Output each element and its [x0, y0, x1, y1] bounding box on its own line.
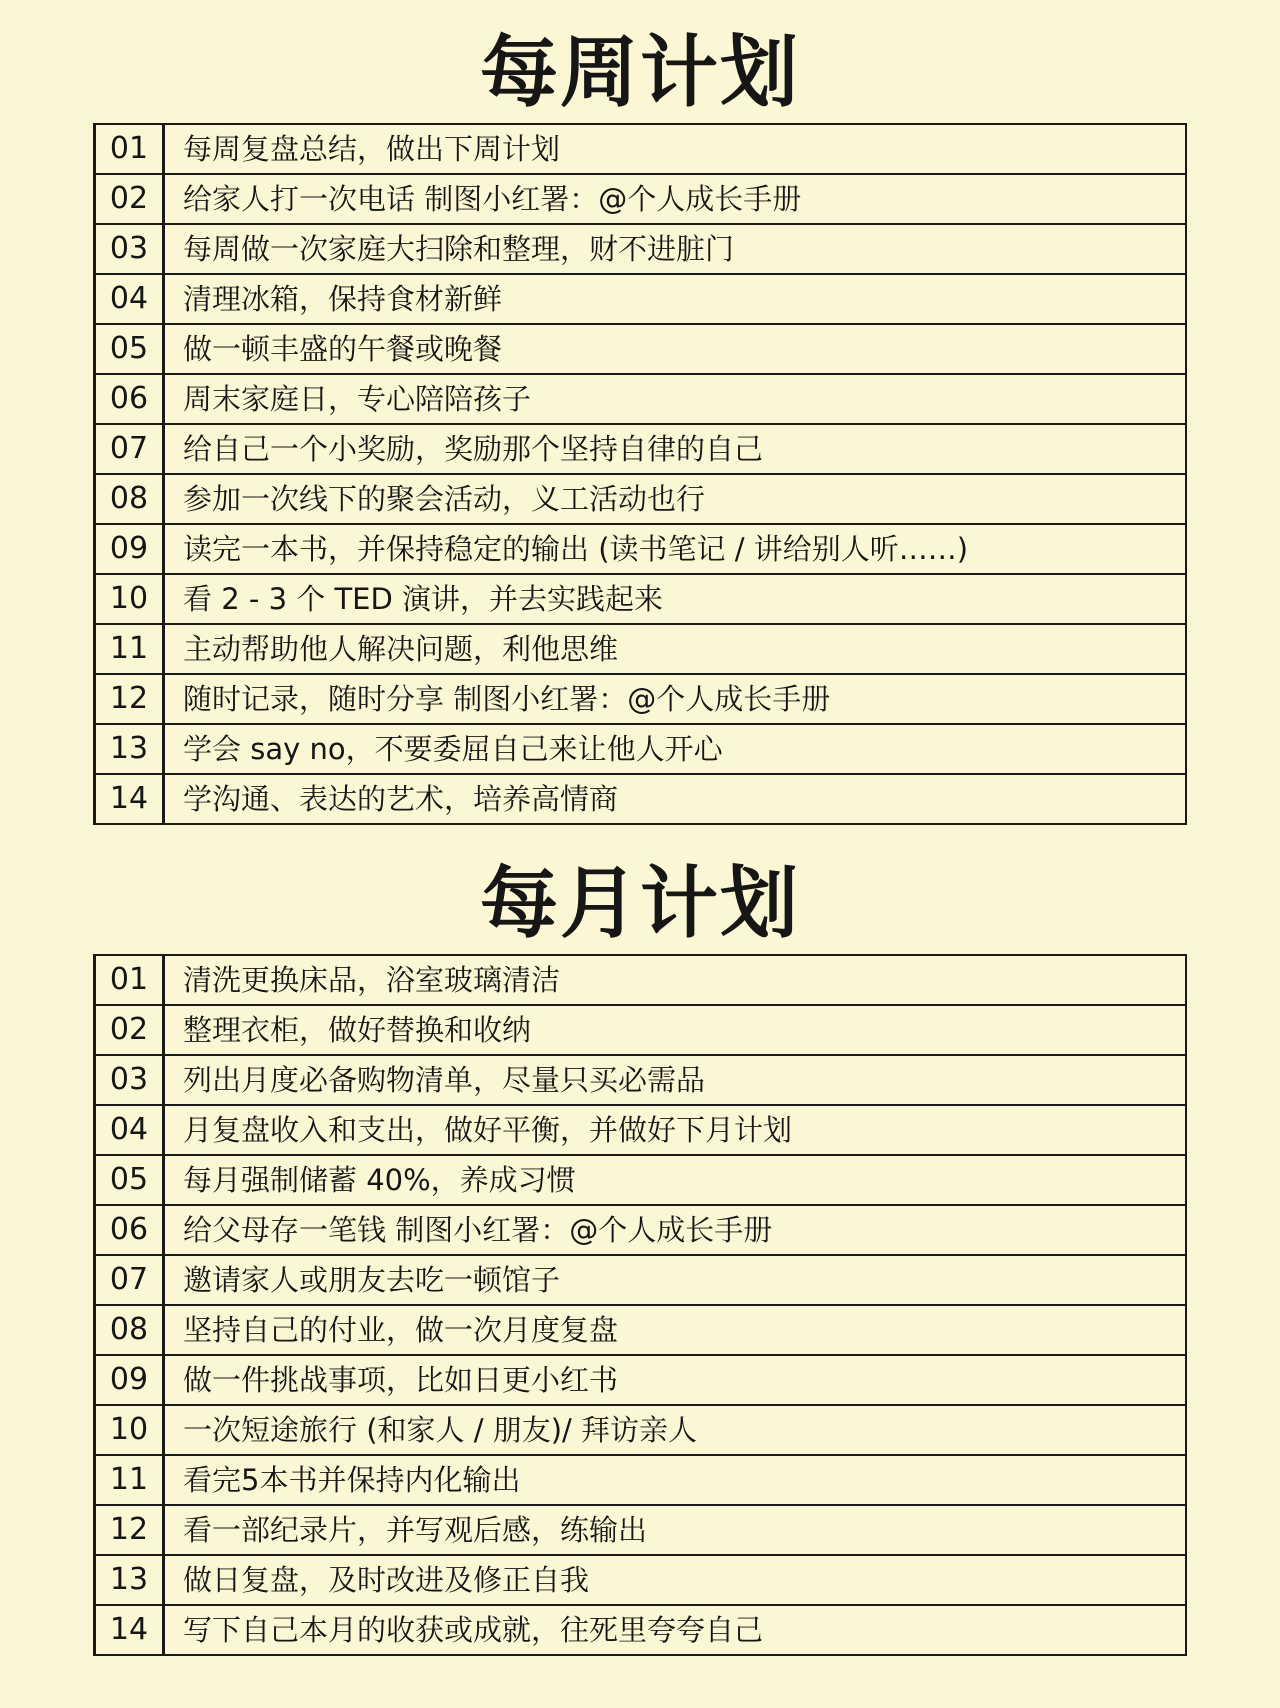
weekly-plan-row — [95, 424, 1187, 474]
item-text: 一次短途旅行 (和家人 / 朋友)/ 拜访亲人 — [164, 1405, 1187, 1455]
item-number: 02 — [95, 174, 164, 224]
item-text: 邀请家人或朋友去吃一顿馆子 — [164, 1255, 1187, 1305]
monthly-plan-row — [95, 1205, 1187, 1255]
weekly-plan-row — [95, 674, 1187, 724]
weekly-plan-row — [95, 774, 1187, 824]
item-text: 看完5本书并保持内化输出 — [164, 1455, 1187, 1505]
item-number: 01 — [95, 124, 164, 174]
monthly-plan-row — [95, 1605, 1187, 1655]
weekly-plan-row — [95, 374, 1187, 424]
item-number: 07 — [95, 424, 164, 474]
item-text: 做一件挑战事项，比如日更小红书 — [164, 1355, 1187, 1405]
item-number: 08 — [95, 1305, 164, 1355]
monthly-plan-row — [95, 1455, 1187, 1505]
monthly-plan-rows — [95, 955, 1187, 1655]
item-number: 02 — [95, 1005, 164, 1055]
item-text: 每周做一次家庭大扫除和整理，财不进脏门 — [164, 224, 1187, 274]
monthly-plan-row — [95, 1055, 1187, 1105]
monthly-plan-row — [95, 1505, 1187, 1555]
monthly-plan-row — [95, 1105, 1187, 1155]
weekly-plan-row — [95, 224, 1187, 274]
item-text: 坚持自己的付业，做一次月度复盘 — [164, 1305, 1187, 1355]
item-number: 04 — [95, 274, 164, 324]
item-number: 04 — [95, 1105, 164, 1155]
item-text: 读完一本书，并保持稳定的输出 (读书笔记 / 讲给别人听……) — [164, 524, 1187, 574]
weekly-plan-row — [95, 624, 1187, 674]
item-text: 做一顿丰盛的午餐或晚餐 — [164, 324, 1187, 374]
monthly-plan-row — [95, 1005, 1187, 1055]
item-number: 05 — [95, 324, 164, 374]
monthly-plan-row — [95, 955, 1187, 1005]
item-number: 13 — [95, 1555, 164, 1605]
monthly-plan-row — [95, 1355, 1187, 1405]
item-number: 05 — [95, 1155, 164, 1205]
item-number: 13 — [95, 724, 164, 774]
item-text: 给自己一个小奖励，奖励那个坚持自律的自己 — [164, 424, 1187, 474]
item-number: 12 — [95, 1505, 164, 1555]
item-text: 给父母存一笔钱 制图小红署：@个人成长手册 — [164, 1205, 1187, 1255]
item-text: 写下自己本月的收获或成就，往死里夸夸自己 — [164, 1605, 1187, 1655]
item-number: 06 — [95, 1205, 164, 1255]
item-text: 看 2 - 3 个 TED 演讲，并去实践起来 — [164, 574, 1187, 624]
monthly-plan-row — [95, 1255, 1187, 1305]
item-text: 做日复盘，及时改进及修正自我 — [164, 1555, 1187, 1605]
item-text: 每周复盘总结，做出下周计划 — [164, 124, 1187, 174]
weekly-plan-row — [95, 324, 1187, 374]
item-text: 清洗更换床品，浴室玻璃清洁 — [164, 955, 1187, 1005]
item-number: 06 — [95, 374, 164, 424]
item-number: 03 — [95, 1055, 164, 1105]
item-number: 14 — [95, 1605, 164, 1655]
item-text: 周末家庭日，专心陪陪孩子 — [164, 374, 1187, 424]
item-text: 学沟通、表达的艺术，培养高情商 — [164, 774, 1187, 824]
item-number: 11 — [95, 1455, 164, 1505]
item-number: 09 — [95, 524, 164, 574]
item-number: 14 — [95, 774, 164, 824]
item-number: 01 — [95, 955, 164, 1005]
item-text: 清理冰箱，保持食材新鲜 — [164, 274, 1187, 324]
item-number: 10 — [95, 1405, 164, 1455]
item-text: 主动帮助他人解决问题，利他思维 — [164, 624, 1187, 674]
item-text: 随时记录，随时分享 制图小红署：@个人成长手册 — [164, 674, 1187, 724]
item-text: 给家人打一次电话 制图小红署：@个人成长手册 — [164, 174, 1187, 224]
weekly-plan-row — [95, 124, 1187, 174]
item-number: 11 — [95, 624, 164, 674]
item-number: 08 — [95, 474, 164, 524]
weekly-plan-row — [95, 174, 1187, 224]
weekly-plan-row — [95, 524, 1187, 574]
monthly-plan-title: 每月计划 — [479, 859, 800, 949]
monthly-plan-table — [93, 954, 1187, 1656]
item-number: 07 — [95, 1255, 164, 1305]
weekly-plan-row — [95, 574, 1187, 624]
item-number: 09 — [95, 1355, 164, 1405]
weekly-plan-row — [95, 274, 1187, 324]
item-number: 03 — [95, 224, 164, 274]
weekly-plan-row — [95, 474, 1187, 524]
monthly-plan-row — [95, 1555, 1187, 1605]
monthly-plan-row — [95, 1155, 1187, 1205]
item-text: 月复盘收入和支出，做好平衡，并做好下月计划 — [164, 1105, 1187, 1155]
weekly-plan-table — [93, 123, 1187, 825]
weekly-plan-title: 每周计划 — [479, 28, 800, 118]
monthly-plan-row — [95, 1405, 1187, 1455]
item-text: 每月强制储蓄 40%，养成习惯 — [164, 1155, 1187, 1205]
item-number: 12 — [95, 674, 164, 724]
weekly-plan-row — [95, 724, 1187, 774]
weekly-plan-rows — [95, 124, 1187, 824]
item-text: 列出月度必备购物清单，尽量只买必需品 — [164, 1055, 1187, 1105]
item-text: 整理衣柜，做好替换和收纳 — [164, 1005, 1187, 1055]
item-number: 10 — [95, 574, 164, 624]
monthly-plan-row — [95, 1305, 1187, 1355]
item-text: 看一部纪录片，并写观后感，练输出 — [164, 1505, 1187, 1555]
item-text: 学会 say no，不要委屈自己来让他人开心 — [164, 724, 1187, 774]
item-text: 参加一次线下的聚会活动，义工活动也行 — [164, 474, 1187, 524]
